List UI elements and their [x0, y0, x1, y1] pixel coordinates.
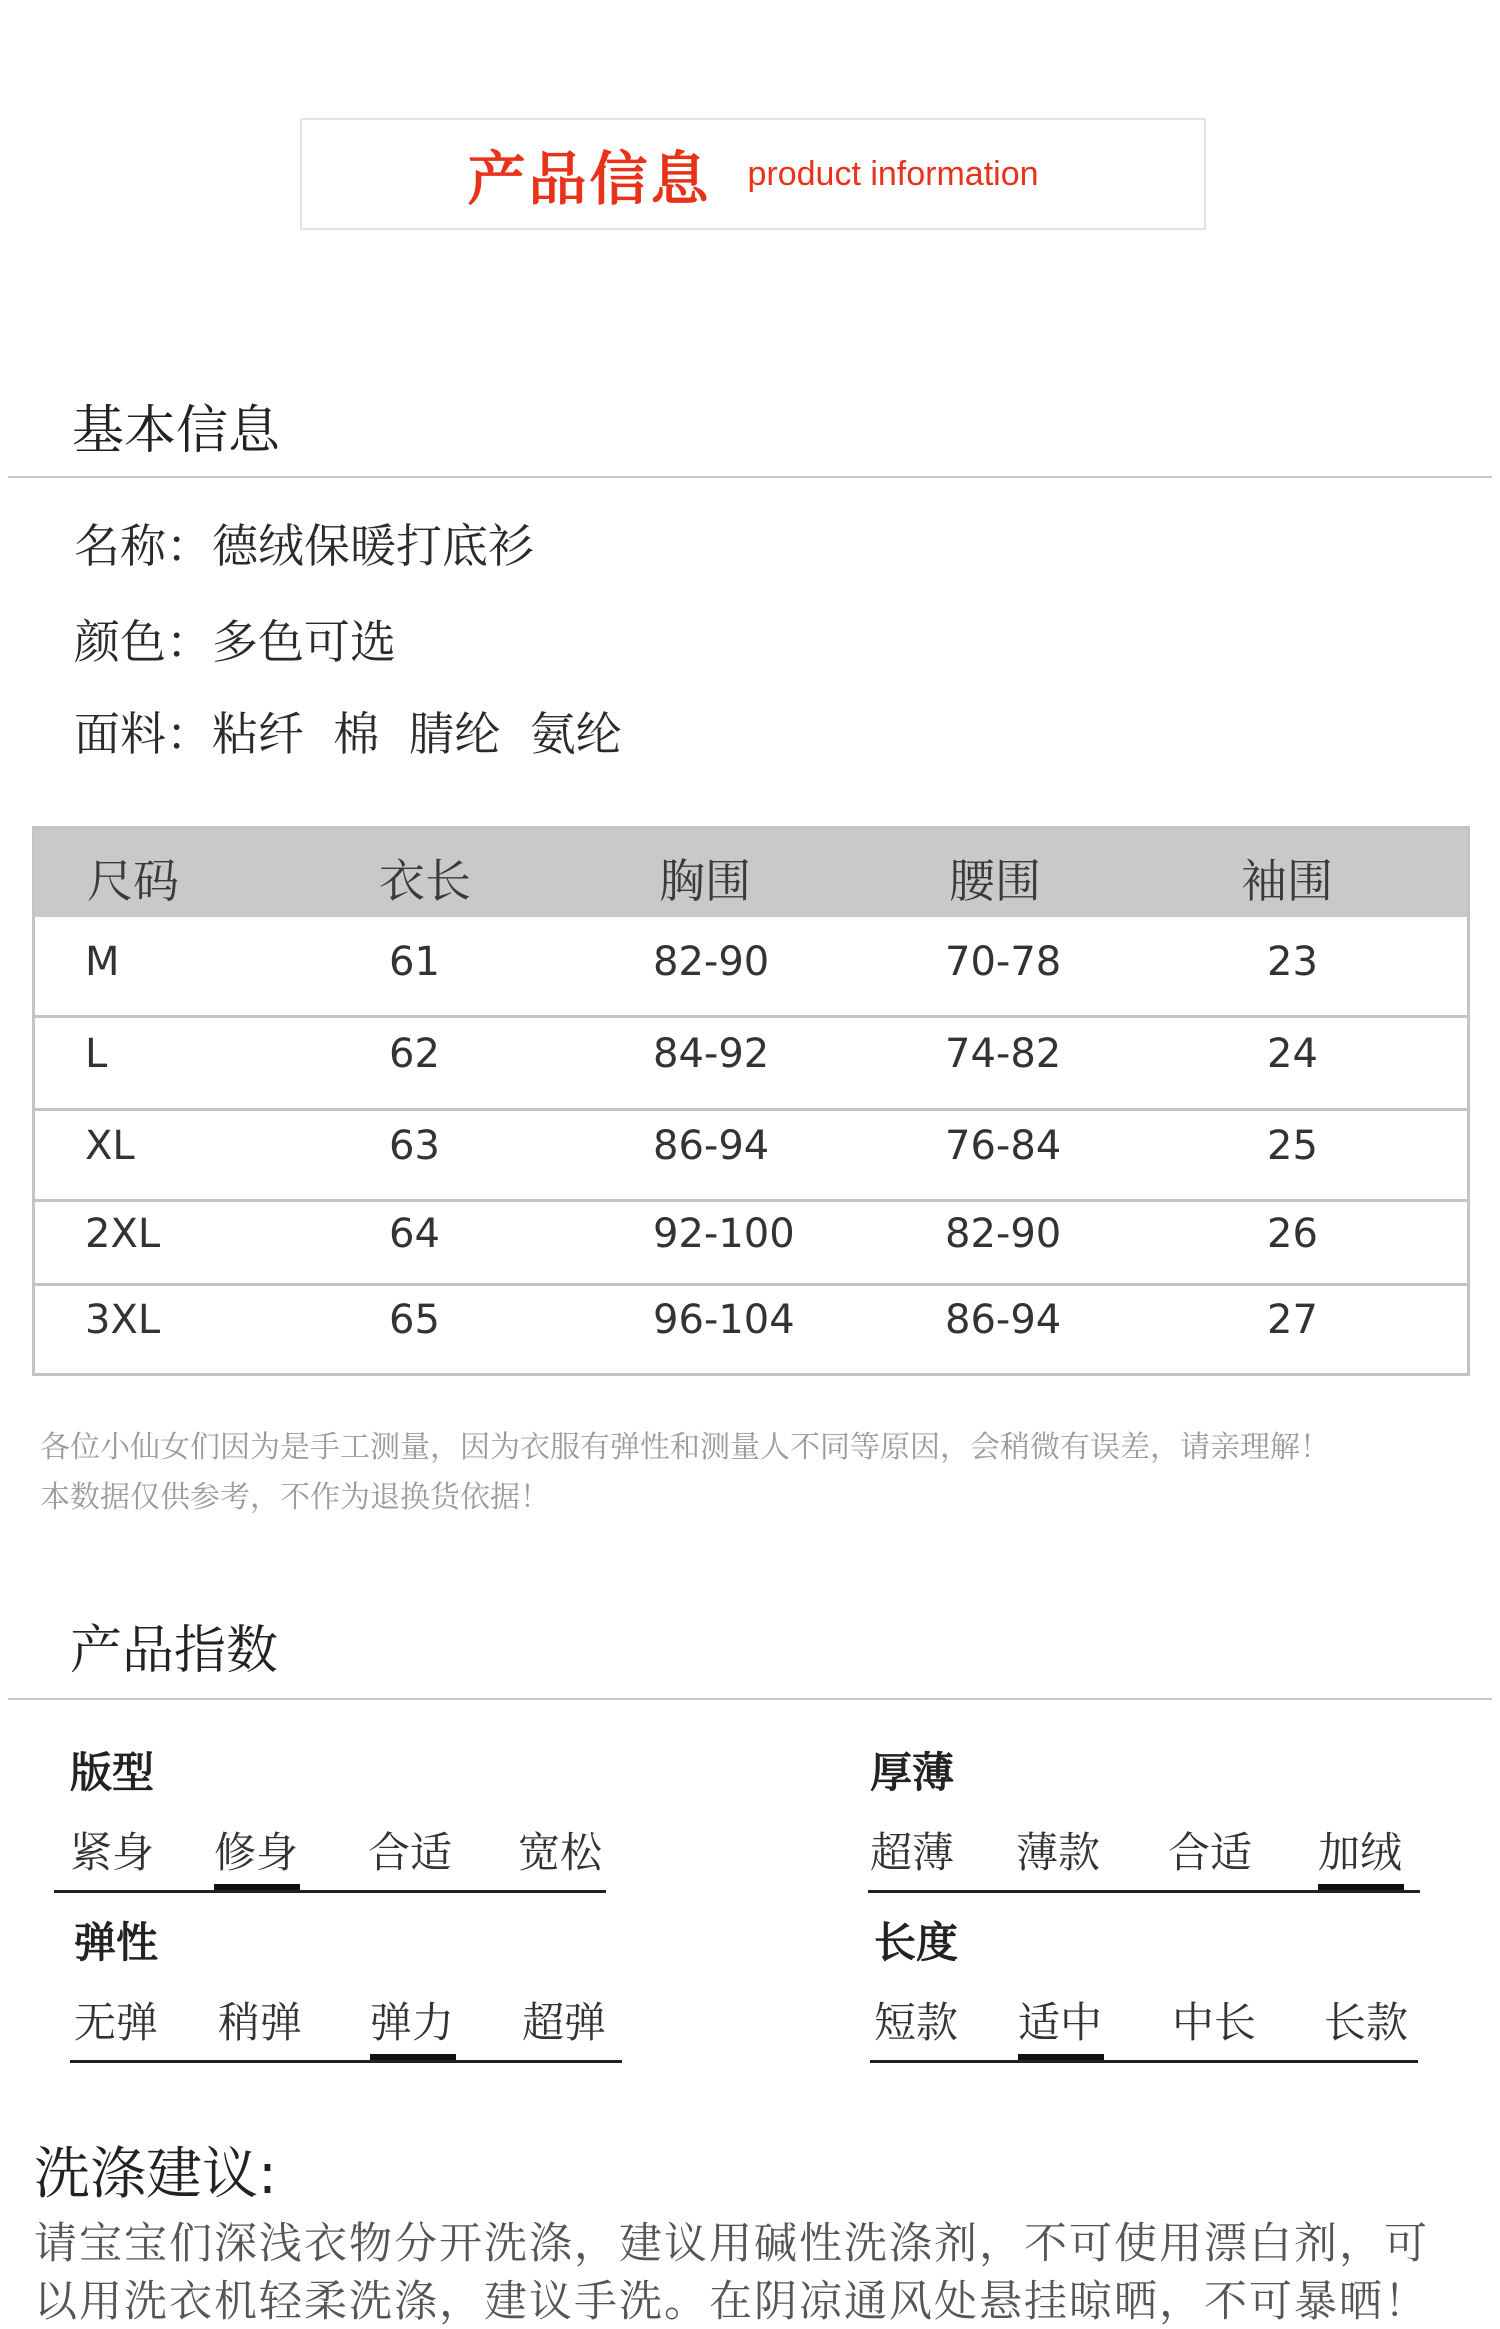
size-table-header-cell: 衣长	[379, 854, 471, 908]
index-option: 修身	[214, 1828, 299, 1877]
size-table-cell: 96-104	[653, 1297, 795, 1343]
size-table-cell: 82-90	[653, 939, 770, 985]
index-option: 加绒	[1318, 1828, 1403, 1877]
index-group-title: 版型	[70, 1748, 155, 1797]
index-scale-line	[54, 1890, 606, 1893]
size-table-cell: 23	[1267, 939, 1318, 985]
index-option: 宽松	[518, 1828, 603, 1877]
size-table-cell: M	[85, 939, 120, 985]
product-name: 名称：德绒保暖打底衫	[74, 519, 534, 573]
size-table-header-cell: 袖围	[1241, 854, 1333, 908]
size-table-cell: 86-94	[653, 1123, 770, 1169]
basic-info-title: 基本信息	[72, 401, 281, 461]
index-option: 超弹	[522, 1998, 607, 2047]
size-table-cell: 82-90	[945, 1211, 1062, 1257]
size-table-cell: 63	[389, 1123, 440, 1169]
index-scale-line	[868, 1890, 1420, 1893]
size-table-cell: L	[85, 1031, 108, 1077]
index-option: 中长	[1172, 1998, 1257, 2047]
divider	[8, 476, 1492, 478]
size-table-cell: 64	[389, 1211, 440, 1257]
index-option: 合适	[368, 1828, 453, 1877]
size-table-cell: 74-82	[945, 1031, 1062, 1077]
size-table	[32, 826, 1470, 1376]
index-option: 超薄	[870, 1828, 955, 1877]
banner-title-cn: 产品信息	[467, 145, 712, 213]
index-option: 弹力	[370, 1998, 455, 2047]
wash-advice-title: 洗涤建议:	[34, 2142, 277, 2207]
size-table-cell: 3XL	[85, 1297, 161, 1343]
size-table-cell: 76-84	[945, 1123, 1062, 1169]
size-table-cell: 62	[389, 1031, 440, 1077]
index-group-title: 弹性	[74, 1918, 159, 1967]
row-divider	[35, 1283, 1467, 1286]
banner-title-en: product information	[747, 154, 1039, 193]
size-table-cell: 25	[1267, 1123, 1318, 1169]
header-banner	[300, 118, 1206, 230]
index-option: 薄款	[1016, 1828, 1101, 1877]
size-table-cell: 86-94	[945, 1297, 1062, 1343]
product-fabric: 面料：粘纤 棉 腈纶 氨纶	[74, 707, 622, 761]
size-table-cell: 27	[1267, 1297, 1318, 1343]
size-table-header-cell: 尺码	[87, 854, 179, 908]
row-divider	[35, 1199, 1467, 1202]
index-option: 短款	[874, 1998, 959, 2047]
index-group-title: 厚薄	[870, 1748, 955, 1797]
index-option: 长款	[1324, 1998, 1409, 2047]
product-indices-title: 产品指数	[70, 1621, 279, 1681]
measurement-note-2: 本数据仅供参考，不作为退换货依据！	[40, 1480, 550, 1515]
size-table-cell: 26	[1267, 1211, 1318, 1257]
row-divider	[35, 1015, 1467, 1018]
index-option: 紧身	[70, 1828, 155, 1877]
size-table-header-cell: 胸围	[659, 854, 751, 908]
row-divider	[35, 1108, 1467, 1111]
product-color: 颜色：多色可选	[74, 615, 396, 669]
index-option: 适中	[1018, 1998, 1103, 2047]
index-option: 稍弹	[218, 1998, 303, 2047]
wash-advice-line-1: 请宝宝们深浅衣物分开洗涤，建议用碱性洗涤剂，不可使用漂白剂，可	[34, 2219, 1429, 2269]
size-table-cell: 24	[1267, 1031, 1318, 1077]
size-table-header-cell: 腰围	[949, 854, 1041, 908]
size-table-cell: 92-100	[653, 1211, 795, 1257]
size-table-cell: 70-78	[945, 939, 1062, 985]
index-scale-line	[870, 2060, 1418, 2063]
divider	[8, 1698, 1492, 1700]
size-table-cell: 65	[389, 1297, 440, 1343]
index-option: 无弹	[74, 1998, 159, 2047]
index-option: 合适	[1168, 1828, 1253, 1877]
index-scale-line	[70, 2060, 622, 2063]
size-table-cell: XL	[85, 1123, 135, 1169]
size-table-cell: 61	[389, 939, 440, 985]
size-table-cell: 2XL	[85, 1211, 161, 1257]
index-group-title: 长度	[874, 1918, 959, 1967]
measurement-note-1: 各位小仙女们因为是手工测量，因为衣服有弹性和测量人不同等原因，会稍微有误差，请亲理解！	[40, 1430, 1330, 1465]
wash-advice-line-2: 以用洗衣机轻柔洗涤，建议手洗。在阴凉通风处悬挂晾晒，不可暴晒！	[34, 2277, 1429, 2327]
size-table-cell: 84-92	[653, 1031, 770, 1077]
